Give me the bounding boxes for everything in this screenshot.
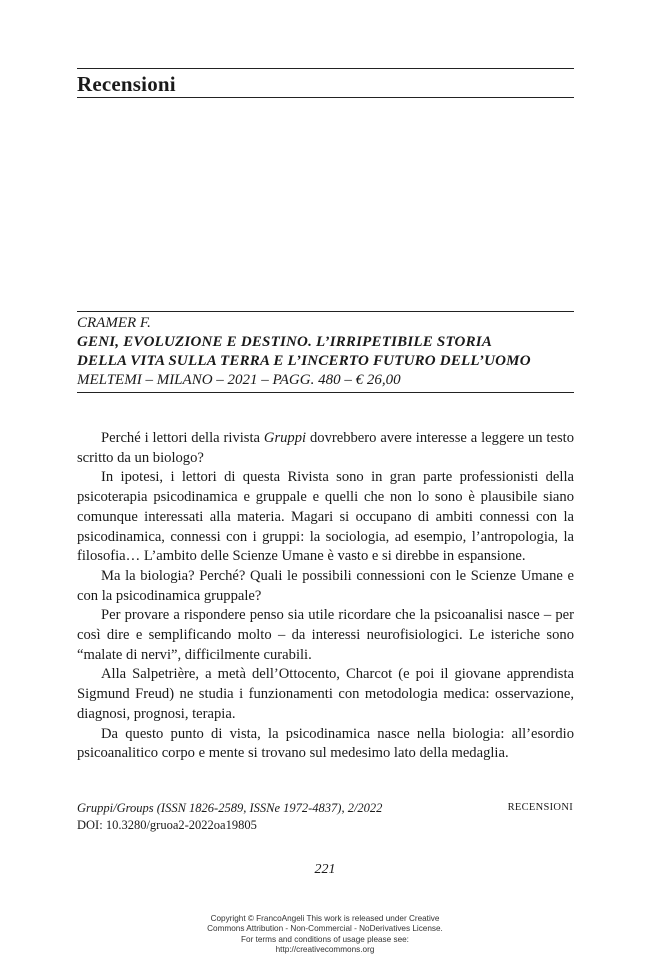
page-number: 221 xyxy=(314,862,336,877)
review-bottom-rule xyxy=(77,392,574,393)
journal-name-italic: Gruppi xyxy=(263,430,307,446)
review-top-rule xyxy=(77,311,574,312)
journal-citation: Gruppi/Groups (ISSN 1826-2589, ISSNe 1972-4837), 2/2022 xyxy=(77,801,383,815)
paragraph-6: Da questo punto di vista, la psicodinamica nasce nella biologia: all’esordio psicoanalitico corpo e mente si trovano sul medesimo lato della medaglia. xyxy=(77,725,574,762)
doi: DOI: 10.3280/gruoa2-2022oa19805 xyxy=(77,818,257,832)
section-title: Recensioni xyxy=(77,72,176,96)
review-book-title-line1: GENI, EVOLUZIONE E DESTINO. L’IRRIPETIBILE STORIA xyxy=(77,334,493,350)
paragraph-1: Perché i lettori della rivista Gruppi dovrebbero avere interesse a leggere un testo scritto da un biologo? xyxy=(77,430,574,466)
review-publication-info: MELTEMI – MILANO – 2021 – PAGG. 480 – € 26,00 xyxy=(77,372,401,388)
review-book-title-line2: DELLA VITA SULLA TERRA E L’INCERTO FUTURO DELL’UOMO xyxy=(77,353,531,369)
review-author: CRAMER F. xyxy=(77,315,151,331)
paragraph-2: In ipotesi, i lettori di questa Rivista sono in gran parte professionisti della psicoterapia psicodinamica e gruppale e quelli che non lo sono è plausibile siano comunque interessati alla materia. Magari si occupano di ambiti connessi con la psicodinamica, connessi con i gruppi: la sociologia, ad esempio, l’antropologia, la filosofia… L’ambito delle Scienze Umane è vasto e si direbbe in espansione. xyxy=(77,469,574,565)
review-reference xyxy=(77,314,574,390)
footer-section-label: RECENSIONI xyxy=(507,802,573,813)
top-rule xyxy=(77,68,574,69)
paragraph-4: Per provare a rispondere penso sia utile ricordare che la psicoanalisi nasce – per così dire e semplificando molto – da interessi neurofisiologici. Le isteriche sono “malate di nervi”, difficilmente curabili. xyxy=(77,607,574,663)
section-rule xyxy=(77,97,574,98)
license-notice: Copyright © FrancoAngeli This work is released under Creative Commons Attribution - Non-Commercial - NoDerivatives License. For terms and conditions of usage please see: http://creativecommons.org xyxy=(0,914,650,955)
paragraph-5: Alla Salpetrière, a metà dell’Ottocento, Charcot (e poi il giovane apprendista Sigmund Freud) ne studia i funzionamenti con metodologia medica: osservazione, diagnosi, prognosi, terapia. xyxy=(77,666,574,722)
review-body xyxy=(77,429,574,764)
paragraph-3: Ma la biologia? Perché? Quali le possibili connessioni con le Scienze Umane e con la psicodinamica gruppale? xyxy=(77,567,574,604)
journal-footer xyxy=(77,800,382,834)
license-link[interactable]: http://creativecommons.org xyxy=(275,944,375,954)
